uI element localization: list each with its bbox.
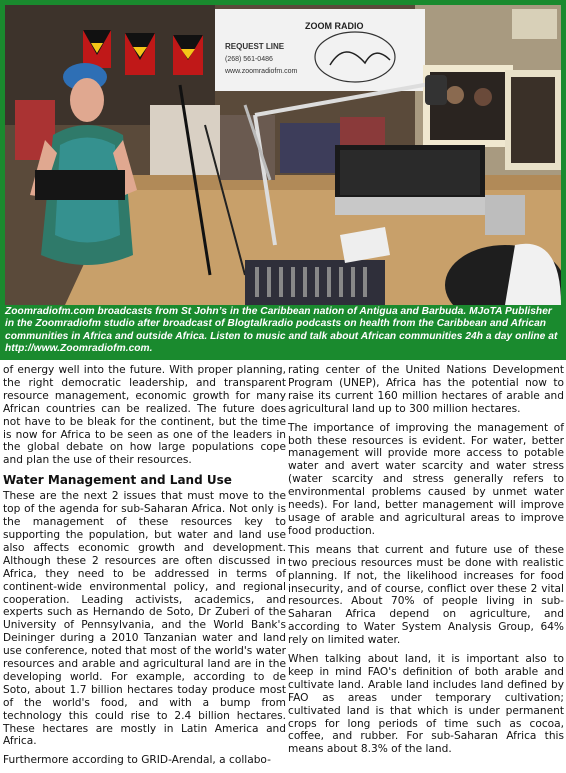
paragraph: These are the next 2 issues that must move to the top of the agenda for sub-Saharan Africa. Not only is the management of these resources key to supporting the population, but water and land use also affects economic growth and development. Although these 2 resources are often discussed in Africa, they need to be addressed in terms of continent-wide environmental policy, and regional cooperation. Leading activists, academics, and experts such as Hernando de Soto, Dr Zuberi of the University of Pennsylvania, and the World Bank's Deininger during a 2010 Tanzanian water and land use conference, noted that most of the world's water resources and arable and agricultural land are in the developing world. For example, according to de Soto, about 1.7 billion hectares today produce most of the world's food, and with a bump from technology this could rise to 2.4 billion hectares. These hectares are mostly in Latin America and Africa. [3, 490, 286, 748]
photo-frame [0, 0, 566, 360]
flag-right [173, 35, 203, 75]
paragraph: rating center of the United Nations Development Program (UNEP), Africa has the potential now to raise its current 160 million hectares of arable and agricultural land up to 300 million hectares. [288, 364, 564, 415]
left-column [3, 364, 286, 773]
flag-middle [125, 33, 155, 75]
svg-text:www.zoomradiofm.com: www.zoomradiofm.com [225, 68, 298, 75]
svg-text:(268) 561-0486: (268) 561-0486 [225, 56, 273, 63]
zoom-radio-banner [215, 9, 425, 91]
paragraph: The importance of improving the management of both these resources is evident. For water, better management will provide more access to potable water and avert water scarcity and water stress (water scarcity and stress generally refers to environmental problems caused by unmet water needs). For land, better management will improve usage of arable and agricultural areas to improve food production. [288, 421, 564, 537]
paragraph: When talking about land, it is important also to keep in mind FAO's definition of both arable and cultivate land. Arable land includes land defined by FAO as areas under temporary cultivation; cultivated land is that which is under permanent crops for long periods of time such as cocoa, coffee, and rubber. For sub-Saharan Africa this means about 8.3% of the land. [288, 653, 564, 756]
section-heading: Water Management and Land Use [3, 473, 232, 488]
svg-text:ZOOM RADIO: ZOOM RADIO [305, 21, 364, 31]
paragraph: Furthermore according to GRID-Arendal, a collabo- [3, 754, 271, 767]
studio-photo [5, 5, 561, 305]
flag-left [83, 30, 111, 68]
photo-caption: Zoomradiofm.com broadcasts from St John’s in the Caribbean nation of Antigua and Barbuda. MJoTA Publisher in the Zoomradiofm studio after broadcast of Blogtalkradio podcasts on health from the Caribbean and African communities in Africa and outside Africa. Listen to music and talk about African communities 24h a day online at http://www.Zoomradiofm.com. [5, 306, 558, 355]
paragraph: This means that current and future use of these two precious resources must be done with realistic planning. If not, the likelihood increases for food insecurity, and of course, conflict over these 2 vital resources. About 70% of people living in sub-Saharan Africa depend on agriculture, and according to Water System Analysis Group, 64% rely on limited water. [288, 543, 564, 647]
paragraph: of energy well into the future. With proper planning, the right democratic leadership, and transparent resource management, economic growth for many African countries can be realized. The future does not have to be bleak for the continent, but the time is now for Africa to be seen as one of the leaders in the global debate on how large populations cope and plan the use of their resources. [3, 364, 286, 467]
right-column [288, 364, 564, 762]
svg-text:REQUEST LINE: REQUEST LINE [225, 42, 285, 51]
